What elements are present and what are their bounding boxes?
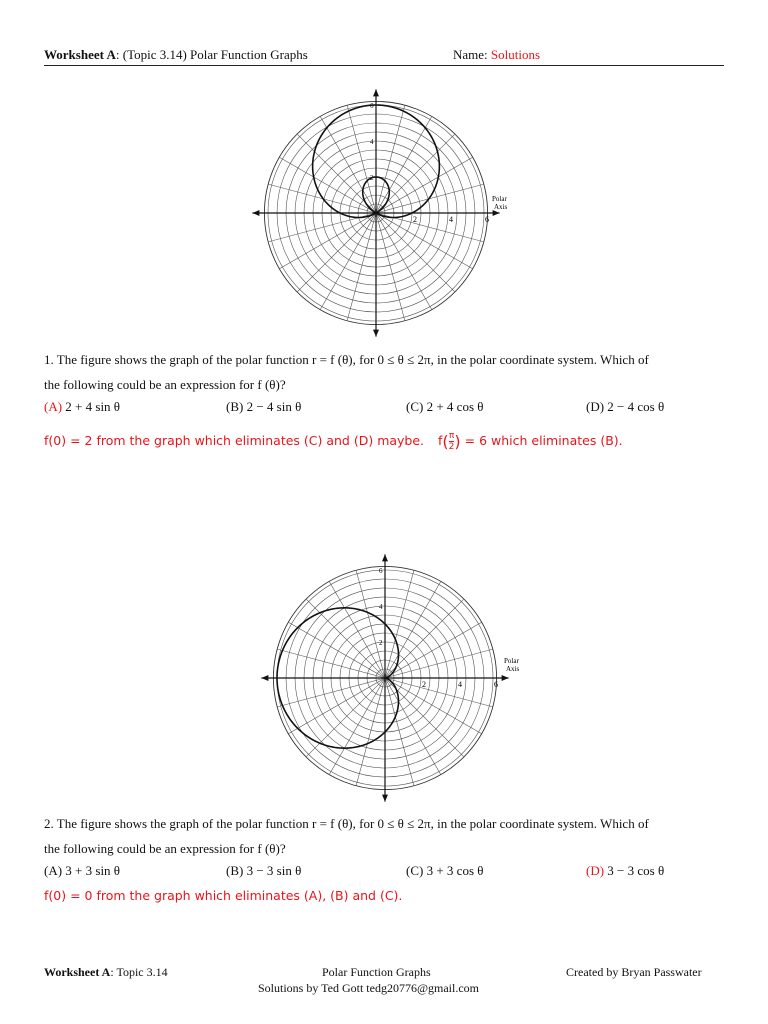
choices-1 bbox=[44, 396, 734, 418]
footer-credit: Created by Bryan Passwater bbox=[566, 965, 702, 979]
grid-ray bbox=[329, 581, 385, 678]
grid-ray bbox=[385, 678, 441, 775]
axis-arrow bbox=[382, 795, 388, 802]
tick-label-y: 4 bbox=[370, 138, 374, 146]
axis-arrow bbox=[382, 554, 388, 561]
grid-ray bbox=[288, 678, 385, 734]
solution-note-2: f(0) = 0 from the graph which eliminates (A), (B) and (C). bbox=[44, 888, 403, 903]
choice-a[interactable]: (A) 2 + 4 sin θ bbox=[44, 399, 121, 414]
tick-label-x: 4 bbox=[449, 215, 453, 224]
tick-label-y: 2 bbox=[370, 174, 374, 182]
grid-ray bbox=[288, 622, 385, 678]
grid-ray bbox=[376, 213, 473, 269]
choice-d[interactable]: (D) 2 − 4 cos θ bbox=[586, 399, 665, 414]
footer-solutions: Solutions by Ted Gott tedg20776@gmail.com bbox=[258, 981, 479, 995]
axis-arrow bbox=[252, 210, 259, 216]
tick-label-x: 6 bbox=[485, 215, 489, 224]
tick-label-x: 2 bbox=[422, 680, 426, 689]
polar-axis-label-2: Axis bbox=[494, 203, 508, 211]
grid-ray bbox=[297, 213, 376, 292]
grid-ray bbox=[376, 213, 432, 310]
tick-label-y: 4 bbox=[379, 603, 383, 611]
axis-arrow bbox=[261, 675, 268, 681]
grid-ray bbox=[306, 599, 385, 678]
tick-label-x: 4 bbox=[458, 680, 462, 689]
grid-ray bbox=[320, 213, 376, 310]
axis-arrow bbox=[502, 675, 509, 681]
axis-arrow bbox=[373, 89, 379, 96]
grid-ray bbox=[385, 622, 482, 678]
footer-title: Polar Function Graphs bbox=[322, 965, 431, 979]
choices-2 bbox=[44, 860, 734, 882]
grid-ray bbox=[329, 678, 385, 775]
header-name: Name: Solutions bbox=[453, 47, 541, 62]
choice-b[interactable]: (B) 2 − 4 sin θ bbox=[226, 399, 302, 414]
grid-ray bbox=[376, 213, 455, 292]
choice-c[interactable]: (C) 2 + 4 cos θ bbox=[406, 399, 484, 414]
polar-axis-label-2: Axis bbox=[506, 665, 520, 673]
grid-ray bbox=[306, 678, 385, 757]
grid-ray bbox=[320, 116, 376, 213]
choice-c[interactable]: (C) 3 + 3 cos θ bbox=[406, 863, 484, 878]
choice-d[interactable]: (D) 3 − 3 cos θ bbox=[586, 863, 665, 878]
tick-label-x: 2 bbox=[413, 215, 417, 224]
question-2: 2. The figure shows the graph of the polar function r = f (θ), for 0 ≤ θ ≤ 2π, in the polar coordinate system. Which of the following could be an expression for f (θ)? (A) 3 + 3 sin θ (B) 3 − 3 sin θ (C) 3 + 3 cos θ (D) 3 − 3 cos θ bbox=[44, 813, 734, 882]
solution-note-1: f(0) = 2 from the graph which eliminates (C) and (D) maybe. f( $\frac{\pi}{2}$ ) = 6 which eliminates (B). bbox=[44, 431, 623, 452]
grid-ray bbox=[385, 678, 482, 734]
grid-ray bbox=[376, 116, 432, 213]
tick-label-y: 6 bbox=[370, 102, 374, 110]
axis-arrow bbox=[373, 330, 379, 337]
polar-graph-1 bbox=[220, 86, 540, 344]
polar-graph-2 bbox=[236, 551, 536, 809]
tick-label-x: 6 bbox=[494, 680, 498, 689]
name-value: Solutions bbox=[490, 47, 541, 62]
polar-axis-label: Polar bbox=[492, 195, 507, 203]
polar-axis-label: Polar bbox=[504, 657, 519, 665]
tick-label-y: 2 bbox=[379, 639, 383, 647]
choice-a[interactable]: (A) 3 + 3 sin θ bbox=[44, 863, 121, 878]
grid-ray bbox=[385, 581, 441, 678]
header-title: Worksheet A: (Topic 3.14) Polar Function Graphs bbox=[44, 47, 308, 62]
worksheet-header bbox=[44, 45, 724, 66]
question-1: 1. The figure shows the graph of the polar function r = f (θ), for 0 ≤ θ ≤ 2π, in the polar coordinate system. Which of the following could be an expression for f (θ)? (A) 2 + 4 sin θ (B) 2 − 4 sin θ (C) 2 + 4 cos θ (D) 2 − 4 cos θ bbox=[44, 349, 734, 418]
choice-b[interactable]: (B) 3 − 3 sin θ bbox=[226, 863, 302, 878]
tick-label-y: 6 bbox=[379, 567, 383, 575]
grid-ray bbox=[279, 213, 376, 269]
